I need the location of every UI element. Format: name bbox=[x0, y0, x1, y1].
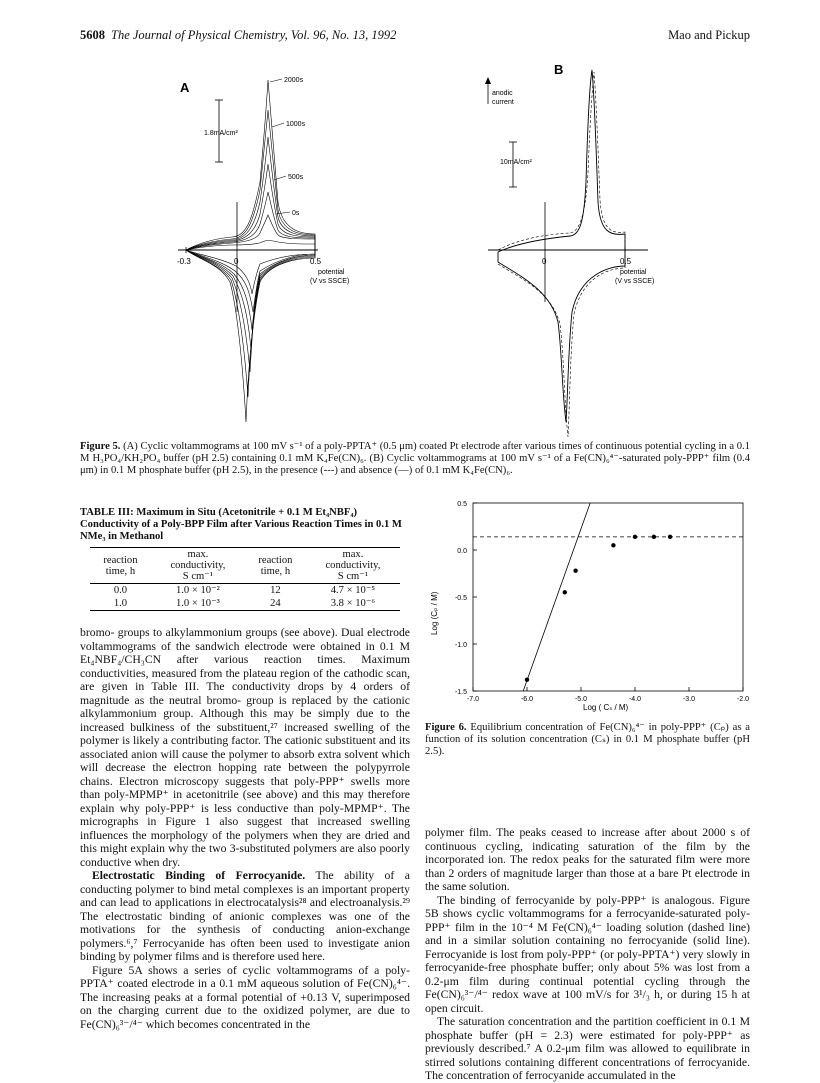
cv-curves-b bbox=[498, 70, 625, 422]
fig6-xtick-label: -3.0 bbox=[682, 696, 696, 703]
fig6-ytick-label: -1.0 bbox=[454, 642, 467, 649]
body-left-column bbox=[80, 626, 410, 1031]
figure-6-caption bbox=[425, 722, 750, 758]
fig6-plot-area bbox=[455, 501, 749, 703]
fig6-xlabel: Log ( Cₛ / M) bbox=[583, 703, 629, 712]
fig6-xtick-label: -4.0 bbox=[628, 696, 642, 703]
figure-6-caption-label: Figure 6. bbox=[425, 722, 467, 733]
fig6-data-point bbox=[525, 678, 529, 682]
table-cell: 1.0 × 10⁻² bbox=[175, 585, 220, 596]
axis-b-label-1: potential bbox=[620, 269, 647, 276]
fig6-xtick-label: -7.0 bbox=[466, 696, 480, 703]
paragraph: bromo- groups to alkylammonium groups (see above). Dual electrode voltammograms of the sandwich electrode were obtained in 0.1 M Et₄NBF₄/CH₃CN after various reaction times. Maximum conductivities, measured from the plateau region of the cathodic scan, are given in Table III. The conductivity drops by 4 orders of magnitude as the neutral bromo- group is replaced by the cationic alkylammonium group. Although this may be simply due to the increased bulkiness of the substituent,²⁷ increased swelling of the polymer is likely a contributing factor. The cationic substituent and its associated anion will cause the polymer to absorb extra solvent which will decrease the electron hopping rate between the polypyrrole chains. Electron microscopy suggests that poly-PPP⁺ swells more than poly-MPMP⁺ in acetonitrile (see above) and this may therefore explain why poly-PPP⁺ is less conductive than poly-MPMP⁺. The micrographs in Figure 1 also suggest that increased swelling influences the morphology of the polymers when they are dried and this might explain why the two 3-substituted polymers are also poorly conductive when dry. bbox=[80, 626, 410, 869]
section-heading: Electrostatic Binding of Ferrocyanide. bbox=[92, 869, 306, 882]
panel-b-label: B bbox=[554, 62, 564, 77]
paragraph: The binding of ferrocyanide by poly-PPP⁺ is analogous. Figure 5B shows cyclic voltammograms for a ferrocyanide-saturated poly-PPP⁺ film in the 10⁻⁴ M Fe(CN)₆⁴⁻ loading solution (dashed line) and in a similar solution containing no ferrocyanide (solid line). Ferrocyanide is lost from poly-PPP⁺ (or poly-PPTA⁺) very slowly in ferrocyanide-free phosphate buffer; only about 5% was lost from a 0.2-μm film during continual potential cycling through the Fe(CN)₆³⁻/⁴⁻ redox wave at 100 mV/s for 3¹/₃ h, or during 15 h at open circuit. bbox=[425, 893, 750, 1015]
table-cell: 4.7 × 10⁻⁵ bbox=[330, 585, 376, 596]
figure-5-caption-text: (A) Cyclic voltammograms at 100 mV s⁻¹ of a poly-PPTA⁺ (0.5 μm) coated Pt electrode after various times of continuous potential cycling in a 0.1 M H₃PO₄/KH₂PO₄ buffer (pH 2.5) containing 0.1 mM K₄Fe(CN)₆. (B) Cyclic voltammograms at 100 mV s⁻¹ of a Fe(CN)₆⁴⁻-saturated poly-PPP⁺ film (0.4 μm) in 0.1 M phosphate buffer (pH 2.5), in the presence (---) and absence (—) of 0.1 mM K₄Fe(CN)₆. bbox=[80, 441, 750, 476]
page-number: 5608 bbox=[80, 28, 105, 42]
paragraph: polymer film. The peaks ceased to increase after about 2000 s of continuous cycling, indicating saturation of the film by the incorporated ion. The redox peaks for the saturated film were more than 2 orders of magnitude larger than those at a bare Pt electrode in the same solution. bbox=[425, 826, 750, 893]
figure-5-caption-label: Figure 5. bbox=[80, 441, 121, 452]
curve-label-2000s: 2000s bbox=[284, 77, 304, 84]
axis-a-tick-1: 0 bbox=[234, 257, 239, 266]
panel-b-scale-label: 10mA/cm² bbox=[500, 159, 532, 166]
table-header-cell: reaction time, h bbox=[90, 548, 151, 584]
fig6-data-point bbox=[563, 590, 567, 594]
table-header-cell: reaction time, h bbox=[245, 548, 306, 584]
axis-b-label-2: (V vs SSCE) bbox=[615, 278, 655, 285]
fig6-ylabel: Log (Cₚ / M) bbox=[430, 591, 439, 635]
figure-6-caption-text: Equilibrium concentration of Fe(CN)₆⁴⁻ in poly-PPP⁺ (Cₚ) as a function of its solution concentration (Cₛ) in 0.1 M phosphate buffer (pH 2.5). bbox=[425, 722, 750, 757]
table-header-cell: max. conductivity, S cm⁻¹ bbox=[306, 548, 400, 584]
paragraph: Electrostatic Binding of Ferrocyanide. The ability of a conducting polymer to bind metal complexes is an important property and can lead to applications in electrocatalysis²⁸ and electroanalysis.²⁹ The electrostatic binding of anionic complexes was one of the motivations for the synthesis of conducting anion-exchange polymers.⁶,⁷ Ferrocyanide has often been used to investigate anion binding by polymer films and is therefore used here. bbox=[80, 869, 410, 963]
fig6-data-point bbox=[652, 535, 656, 539]
fig6-ytick-label: -1.5 bbox=[454, 689, 467, 696]
cv-curves-b-dashed bbox=[498, 72, 625, 437]
table-cell: 12 bbox=[270, 585, 281, 596]
table-3 bbox=[80, 507, 410, 611]
header-authors: Mao and Pickup bbox=[668, 28, 750, 42]
table-cell: 1.0 bbox=[90, 597, 151, 611]
anodic-label-2: current bbox=[492, 99, 514, 106]
axis-a-label-1: potential bbox=[318, 269, 345, 276]
anodic-label-1: anodic bbox=[492, 90, 513, 97]
figure-6-chart bbox=[425, 495, 755, 715]
body-right-column bbox=[425, 826, 750, 1083]
figure-5-caption bbox=[80, 441, 750, 477]
fig6-data-point bbox=[668, 535, 672, 539]
running-header bbox=[80, 28, 750, 46]
fig6-xtick-label: -6.0 bbox=[520, 696, 534, 703]
table-cell: 24 bbox=[245, 597, 306, 611]
axis-a-label-2: (V vs SSCE) bbox=[310, 278, 350, 285]
paragraph: Figure 5A shows a series of cyclic voltammograms of a poly-PPTA⁺ coated electrode in a 0.1 mM aqueous solution of Fe(CN)₆⁴⁻. The increasing peaks at a formal potential of +0.13 V, superimposed on the charging current due to the oxidized polymer, are due to Fe(CN)₆³⁻/⁴⁻ which becomes concentrated in the bbox=[80, 963, 410, 1031]
fig6-ytick-label: 0.5 bbox=[457, 501, 467, 508]
axis-b-tick-0: 0 bbox=[542, 257, 547, 266]
journal-citation: The Journal of Physical Chemistry, Vol. 96, No. 13, 1992 bbox=[111, 28, 397, 42]
paragraph: The saturation concentration and the partition coefficient in 0.1 M phosphate buffer (pH = 2.3) were estimated for poly-PPP⁺ as previously described.⁷ A 0.2-μm film was allowed to equilibrate in stirred solutions containing different concentrations of ferrocyanide. The concentration of ferrocyanide accumulated in the bbox=[425, 1015, 750, 1082]
table-row bbox=[90, 584, 400, 598]
fig6-frame bbox=[473, 503, 743, 691]
axis-b-tick-1: 0.5 bbox=[620, 257, 632, 266]
figure-5b-voltammogram bbox=[470, 52, 680, 442]
curve-label-0s: 0s bbox=[292, 210, 300, 217]
panel-a-scale-label: 1.8mA/cm² bbox=[204, 130, 238, 137]
fig6-data-point bbox=[611, 543, 615, 547]
fig6-fit-line bbox=[523, 503, 590, 691]
fig6-ytick-label: -0.5 bbox=[454, 595, 467, 602]
header-left bbox=[80, 28, 396, 43]
fig6-xtick-label: -5.0 bbox=[574, 696, 588, 703]
table-3-grid bbox=[90, 547, 400, 611]
panel-a-label: A bbox=[180, 80, 190, 95]
axis-a-tick-0: -0.3 bbox=[177, 257, 191, 266]
table-header-row bbox=[90, 548, 400, 584]
fig6-ytick-label: 0.0 bbox=[457, 548, 467, 555]
table-cell: 3.8 × 10⁻⁶ bbox=[306, 597, 400, 611]
figure-5a-voltammogram bbox=[160, 52, 400, 432]
fig6-xtick-label: -2.0 bbox=[736, 696, 750, 703]
table-header-cell: max. conductivity, S cm⁻¹ bbox=[151, 548, 245, 584]
axis-a-tick-2: 0.5 bbox=[310, 257, 322, 266]
curve-label-1000s: 1000s bbox=[286, 121, 306, 128]
fig6-data-point bbox=[573, 568, 577, 572]
table-cell: 0.0 bbox=[113, 585, 128, 596]
fig6-data-point bbox=[633, 535, 637, 539]
table-3-title: TABLE III: Maximum in Situ (Acetonitrile + 0.1 M Et₄NBF₄) Conductivity of a Poly-BPP Film after Various Reaction Times in 0.1 M NMe₃ in Methanol bbox=[80, 507, 402, 542]
table-cell: 1.0 × 10⁻³ bbox=[151, 597, 245, 611]
curve-label-500s: 500s bbox=[288, 174, 304, 181]
table-row bbox=[90, 597, 400, 611]
